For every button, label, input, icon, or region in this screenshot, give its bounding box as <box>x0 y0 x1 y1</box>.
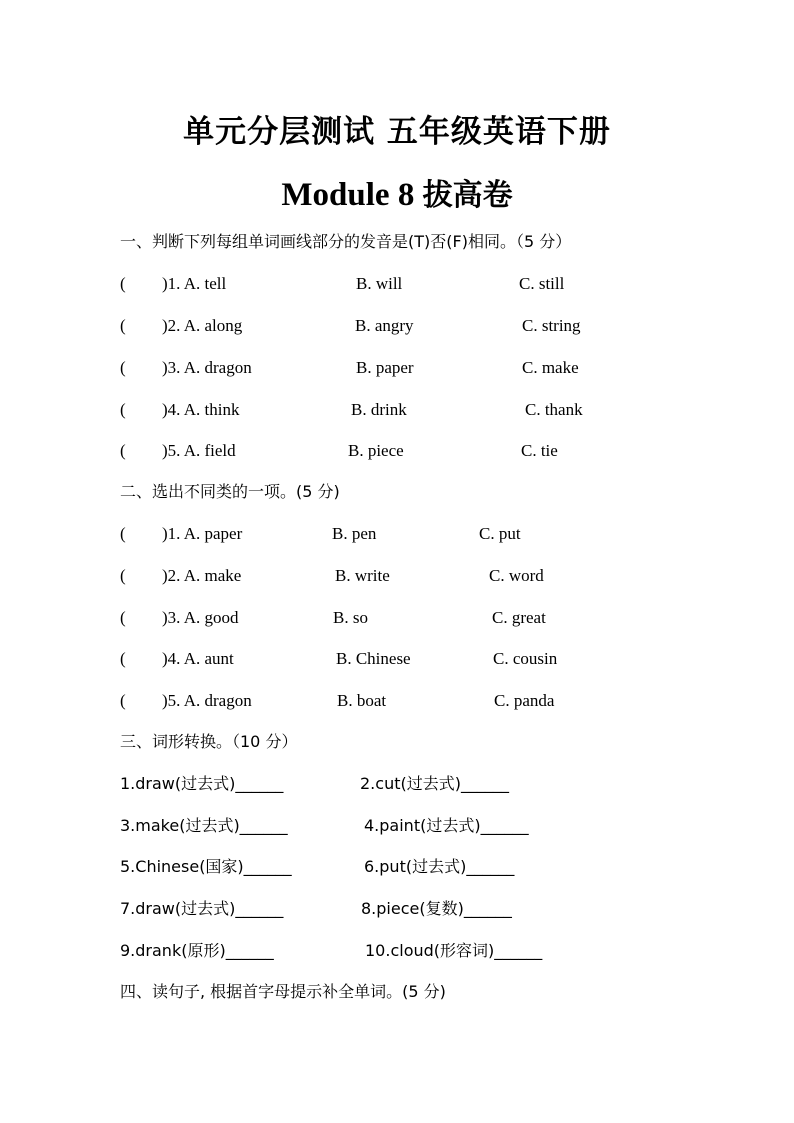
option-c: C. make <box>522 358 579 377</box>
section-2-heading: 二、选出不同类的一项。(5 分) <box>120 482 340 501</box>
word-form-item: 3.make(过去式)______ <box>120 816 288 835</box>
answer-paren: ( <box>120 649 126 668</box>
option-c: C. put <box>479 524 521 543</box>
option-c: C. cousin <box>493 649 558 668</box>
option-a: )4. A. think <box>162 400 240 419</box>
option-b: B. drink <box>351 400 407 419</box>
option-a: )4. A. aunt <box>162 649 234 668</box>
option-a: )3. A. dragon <box>162 358 252 377</box>
answer-paren: ( <box>120 608 126 627</box>
section-3-heading: 三、词形转换。（10 分） <box>120 732 298 751</box>
option-c: C. thank <box>525 400 583 419</box>
option-c: C. string <box>522 316 581 335</box>
title-line-1: 单元分层测试 五年级英语下册 <box>183 114 611 150</box>
option-c: C. panda <box>494 691 555 710</box>
option-c: C. tie <box>521 441 558 460</box>
option-b: B. Chinese <box>336 649 411 668</box>
option-b: B. angry <box>355 316 414 335</box>
option-a: )2. A. make <box>162 566 242 585</box>
option-b: B. pen <box>332 524 377 543</box>
word-form-item: 5.Chinese(国家)______ <box>120 857 292 876</box>
word-form-item: 9.drank(原形)______ <box>120 941 274 960</box>
option-a: )5. A. dragon <box>162 691 252 710</box>
option-a: )3. A. good <box>162 608 239 627</box>
title-module: Module 8 <box>281 177 423 213</box>
option-b: B. so <box>333 608 368 627</box>
section-1-heading: 一、判断下列每组单词画线部分的发音是(T)否(F)相同。（5 分） <box>120 232 572 251</box>
title-line-2 <box>0 170 794 214</box>
option-b: B. will <box>356 274 403 293</box>
option-c: C. word <box>489 566 544 585</box>
answer-paren: ( <box>120 691 126 710</box>
word-form-item: 7.draw(过去式)______ <box>120 899 284 918</box>
option-b: B. write <box>335 566 390 585</box>
option-c: C. great <box>492 608 546 627</box>
word-form-item: 6.put(过去式)______ <box>364 857 515 876</box>
word-form-item: 1.draw(过去式)______ <box>120 774 284 793</box>
word-form-item: 10.cloud(形容词)______ <box>365 941 543 960</box>
answer-paren: ( <box>120 400 126 419</box>
word-form-item: 8.piece(复数)______ <box>361 899 512 918</box>
option-a: )1. A. tell <box>162 274 227 293</box>
answer-paren: ( <box>120 524 126 543</box>
section-4-heading: 四、读句子, 根据首字母提示补全单词。(5 分) <box>120 982 446 1001</box>
answer-paren: ( <box>120 566 126 585</box>
title-level: 拔高卷 <box>422 178 513 213</box>
option-b: B. piece <box>348 441 404 460</box>
answer-paren: ( <box>120 441 126 460</box>
answer-paren: ( <box>120 316 126 335</box>
word-form-item: 2.cut(过去式)______ <box>360 774 509 793</box>
option-c: C. still <box>519 274 565 293</box>
option-b: B. boat <box>337 691 387 710</box>
option-a: )5. A. field <box>162 441 236 460</box>
answer-paren: ( <box>120 358 126 377</box>
word-form-item: 4.paint(过去式)______ <box>364 816 529 835</box>
option-a: )2. A. along <box>162 316 243 335</box>
option-b: B. paper <box>356 358 414 377</box>
option-a: )1. A. paper <box>162 524 243 543</box>
answer-paren: ( <box>120 274 126 293</box>
